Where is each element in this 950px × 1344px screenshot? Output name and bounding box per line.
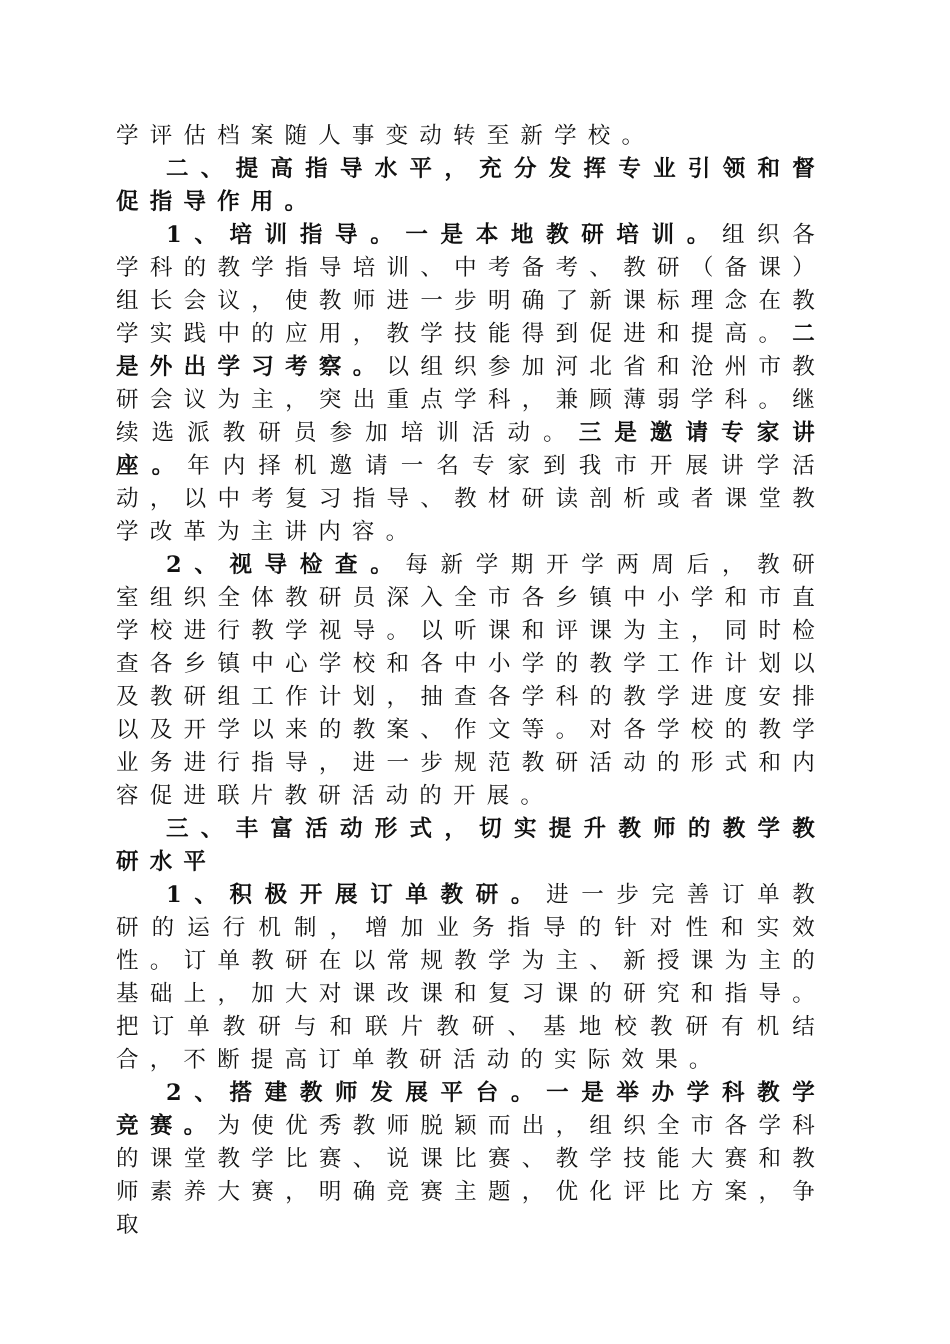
lead-local-training: 一是本地教研培训。	[405, 222, 722, 248]
lead-external-study: 二是外出学习考察。	[116, 321, 826, 380]
paragraph-text: 进一步完善订单教研的运行机制，增加业务指导的针对性和实效性。订单教研在以常规教学为主、新授课为主的基础上，加大对课改课和复习课的研究和指导。把订单教研与和联片教研、基地校教研有机结合，不断提高订单教研活动的实际效果。	[116, 882, 826, 1073]
document-body	[116, 120, 826, 1242]
paragraph-title: 2、视导检查。	[166, 552, 406, 578]
section-heading-3: 三、丰富活动形式，切实提升教师的教学教研水平	[116, 816, 826, 875]
paragraph-continuation	[116, 120, 826, 153]
lead-subject-competition: 一是举办学科教学竞赛。	[116, 1080, 826, 1139]
paragraph-text: 年内择机邀请一名专家到我市开展讲学活动，以中考复习指导、教材研读剖析或者课堂教学改革为主讲内容。	[116, 453, 827, 545]
paragraph-title: 1、积极开展订单教研。	[166, 882, 547, 908]
paragraph-order-research	[116, 879, 826, 1077]
paragraph-text: 学评估档案随人事变动转至新学校。	[116, 123, 656, 149]
lead-expert-lecture: 三是邀请专家讲座。	[116, 420, 826, 479]
paragraph-training-guidance	[116, 219, 826, 549]
paragraph-text: 以组织参加河北省和沧州市教研会议为主，突出重点学科，兼顾薄弱学科。继续选派教研员参加培训活动。	[116, 354, 826, 446]
paragraph-inspection	[116, 549, 826, 813]
paragraph-text: 每新学期开学两周后，教研室组织全体教研员深入全市各乡镇中小学和市直学校进行教学视导。以听课和评课为主，同时检查各乡镇中心学校和各中小学的教学工作计划以及教研组工作计划，抽查各学科的教学进度安排以及开学以来的教案、作文等。对各学校的教学业务进行指导，进一步规范教研活动的形式和内容促进联片教研活动的开展。	[116, 552, 826, 809]
paragraph-text: 为使优秀教师脱颖而出，组织全市各学科的课堂教学比赛、说课比赛、教学技能大赛和教师素养大赛，明确竞赛主题，优化评比方案，争取	[116, 1113, 826, 1238]
paragraph-teacher-platform	[116, 1077, 826, 1242]
paragraph-title: 1、培训指导。	[166, 222, 406, 248]
section-heading-2: 二、提高指导水平，充分发挥专业引领和督促指导作用。	[116, 156, 826, 215]
paragraph-text: 组织各学科的教学指导培训、中考备考、教研（备课）组长会议，使教师进一步明确了新课标理念在教学实践中的应用，教学技能得到促进和提高。	[116, 222, 826, 347]
paragraph-title: 2、搭建教师发展平台。	[166, 1080, 547, 1106]
